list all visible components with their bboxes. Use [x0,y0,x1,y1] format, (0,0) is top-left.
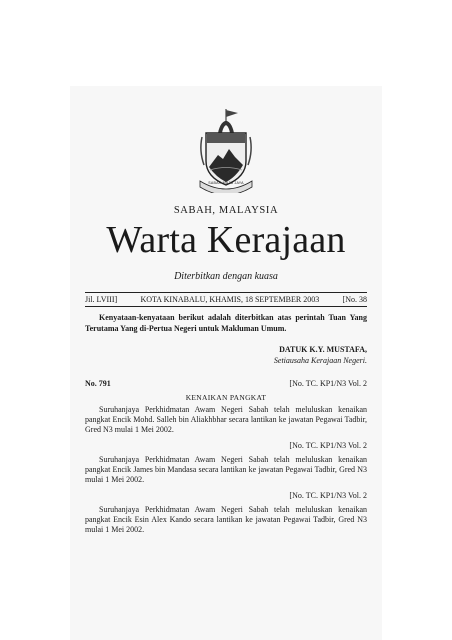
entry-ref-1: [No. TC. KP1/N3 Vol. 2 [289,379,367,388]
issue-place-date: KOTA KINABALU, KHAMIS, 18 SEPTEMBER 2003 [140,295,320,304]
entry-paragraph-3: Suruhanjaya Perkhidmatan Awam Negeri Sabah telah meluluskan kenaikan pangkat Encik Esin Alex Kando secara lantikan ke jawatan Pegawai Tadbir, Gred N3 mulai 1 Mei 2002. [85,505,367,535]
divider-top [85,292,367,293]
issue-line [85,295,367,304]
entry-paragraph-1: Suruhanjaya Perkhidmatan Awam Negeri Sabah telah meluluskan kenaikan pangkat Encik Mohd. Salleh bin Aliakhbhar secara lantikan ke jawatan Pegawai Tadbir, Gred N3 mulai 1 Mei 2002. [85,405,367,435]
entry-paragraph-2: Suruhanjaya Perkhidmatan Awam Negeri Sabah telah meluluskan kenaikan pangkat Encik James bin Mandasa secara lantikan ke jawatan Pegawai Tadbir, Gred N3 mulai 1 Mei 2002. [85,455,367,485]
notice-text: Kenyataan-kenyataan berikut adalah diterbitkan atas perintah Tuan Yang Terutama Yang di-Pertua Negeri untuk Makluman Umum. [85,313,367,333]
crest-motto: SABAH MAJU JAYA [208,181,244,185]
entry-ref-2: [No. TC. KP1/N3 Vol. 2 [289,441,367,450]
signer-name: DATUK K.Y. MUSTAFA, [279,345,367,354]
entry-number: No. 791 [85,379,111,388]
page-subtitle: Diterbitkan dengan kuasa [174,271,278,282]
signer-block [274,345,367,366]
country-line: SABAH, MALAYSIA [173,205,279,216]
entry-ref-3: [No. TC. KP1/N3 Vol. 2 [289,491,367,500]
entry-header [85,379,367,388]
page-title: Warta Kerajaan [106,219,346,261]
divider-bottom [85,306,367,307]
issue-number: [No. 38 [342,295,367,304]
issue-volume: Jil. LVIII] [85,295,118,304]
signer-role: Setiausaha Kerajaan Negeri. [273,355,367,365]
entry-heading: KENAIKAN PANGKAT [185,393,267,402]
